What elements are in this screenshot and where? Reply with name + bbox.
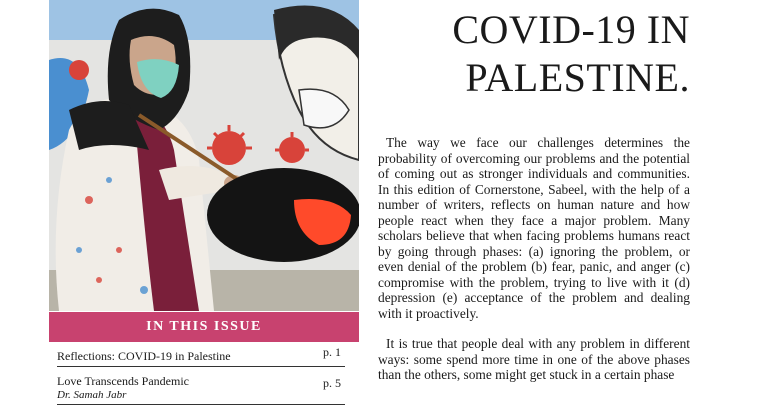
issue-item[interactable]: [57, 345, 345, 367]
article-title-line: COVID-19 IN: [452, 7, 690, 52]
article-paragraph: The way we face our challenges determines the probability of overcoming our problems and the potential of coming out as stronger individuals and communities. In this edition of Cornerstone, Sabeel, with the help of a number of writers, reflects on human nature and how people react when they face a major problem. Many scholars believe that when facing problems humans react by going through phases: (a) ignoring the problem, or even denial of the problem (b) fear, panic, and anger (c) compromise with the problem, trying to live with it (d) depression (e) acceptance of the problem and dealing with it proactively.: [378, 135, 690, 321]
cover-photo: [49, 0, 359, 311]
article-title: [360, 6, 690, 102]
article-title-line: PALESTINE.: [465, 55, 690, 100]
in-this-issue-heading: IN THIS ISSUE: [49, 312, 359, 342]
issue-item-author: Dr. Samah Jabr: [57, 389, 127, 401]
issue-item-page: p. 5: [323, 376, 341, 390]
article-paragraph: It is true that people deal with any problem in different ways: some spend more time in one of the above phases than the others, some might get stuck in a certain phase: [378, 336, 690, 382]
article-body: [378, 135, 690, 398]
issue-item-page: p. 1: [323, 345, 341, 359]
issue-item[interactable]: [57, 374, 345, 405]
issue-item-title: Reflections: COVID-19 in Palestine: [57, 349, 231, 363]
issue-item-title: Love Transcends Pandemic: [57, 374, 189, 388]
